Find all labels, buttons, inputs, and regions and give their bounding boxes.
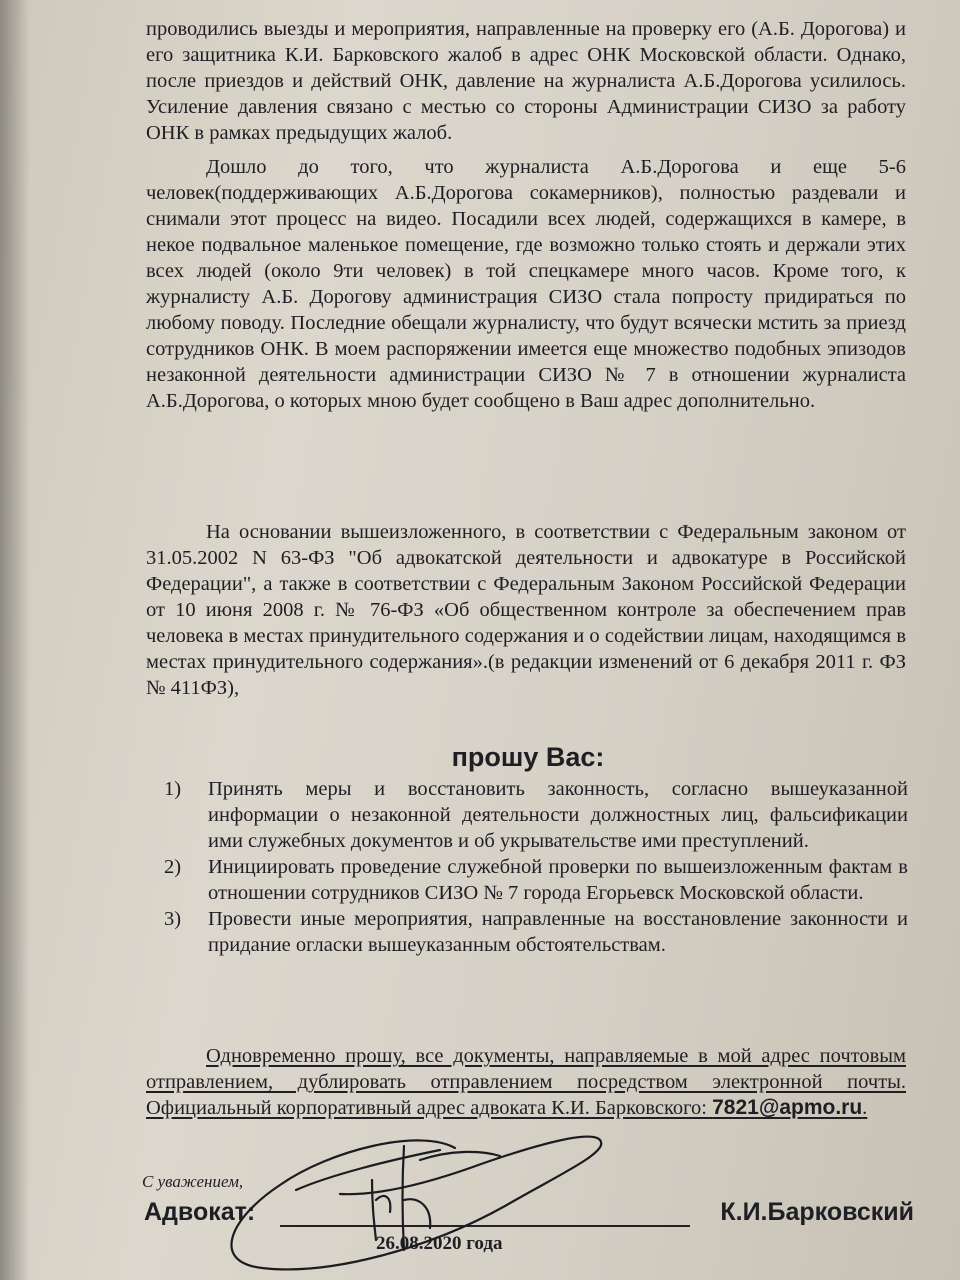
letter-page [138,0,918,1280]
list-item-number: 3) [164,908,182,930]
email-request-text: Одновременно прошу, все документы, направляемые в мой адрес почтовым отправлением, дублировать отправлением посредством электронной почты. Официальный корпоративный адрес адвоката К.И. Барковского: [146,1045,906,1119]
signatory-name: К.И.Барковский [720,1198,914,1226]
email-suffix: . [862,1097,868,1119]
list-item-text: Инициировать проведение служебной проверки по вышеизложенным фактам в отношении сотрудников СИЗО № 7 города Егорьевск Московской области. [208,856,908,904]
page-edge-shadow [0,0,30,1280]
email-address: 7821@apmo.ru [712,1096,863,1119]
list-item [164,854,908,906]
request-heading: прошу Вас: [451,742,605,772]
paragraph-email-request [146,1043,906,1121]
paragraph-pressure-episodes: Дошло до того, что журналиста А.Б.Дорогова и еще 5-6 человек(поддерживающих А.Б.Дорогова сокамерников), полностью раздевали и снимали этот процесс на видео. Посадили всех людей, содержащихся в камере, в некое подвальное маленькое помещение, где возможно только стоять и держали этих всех людей (около 9ти человек) в той спецкамере много часов. Кроме того, к журналисту А.Б. Дорогову администрация СИЗО стала попросту придираться по любому поводу. Последние обещали журналисту, что будут всячески мстить за приезд сотрудников ОНК. В моем распоряжении имеется еще множество подобных эпизодов незаконной деятельности администрации СИЗО № 7 в отношении журналиста А.Б.Дорогова, о которых мною будет сообщено в Ваш адрес дополнительно. [146,156,906,412]
list-item [164,906,908,958]
paragraph-onk-visits: проводились выезды и мероприятия, направленные на проверку его (А.Б. Дорогова) и его защитника К.И. Барковского жалоб в адрес ОНК Московской области. Однако, после приездов и действий ОНК, давление на журналиста А.Б.Дорогова усилилось. Усиление давления связано с местью со стороны Администрации СИЗО за работу ОНК в рамках предыдущих жалоб. [146,18,906,144]
list-item-text: Принять меры и восстановить законность, согласно вышеуказанной информации о незаконной деятельности должностных лиц, фальсификации ими служебных документов и об укрывательстве ими преступлений. [208,778,908,852]
signature-role: Адвокат: [144,1198,256,1226]
signature-row [144,1198,914,1232]
document-date: 26.08.2020 года [376,1233,503,1254]
list-item-text: Провести иные мероприятия, направленные на восстановление законности и придание огласки вышеуказанным обстоятельствам. [208,908,908,956]
signature-line [280,1225,690,1227]
request-list [164,776,908,958]
paragraph-legal-basis: На основании вышеизложенного, в соответствии с Федеральным законом от 31.05.2002 N 63-ФЗ "Об адвокатской деятельности и адвокатуре в Российской Федерации", а также в соответствии с Федеральным Законом Российской Федерации от 10 июня 2008 г. № 76-ФЗ «Об общественном контроле за обеспечением прав человека в местах принудительного содержания и о содействии лицам, находящимся в местах принудительного содержания».(в редакции изменений от 6 декабря 2011 г. ФЗ № 411ФЗ), [146,521,906,699]
closing-greeting: С уважением, [142,1172,244,1191]
list-item-number: 2) [164,856,182,878]
list-item-number: 1) [164,778,182,800]
list-item [164,776,908,854]
